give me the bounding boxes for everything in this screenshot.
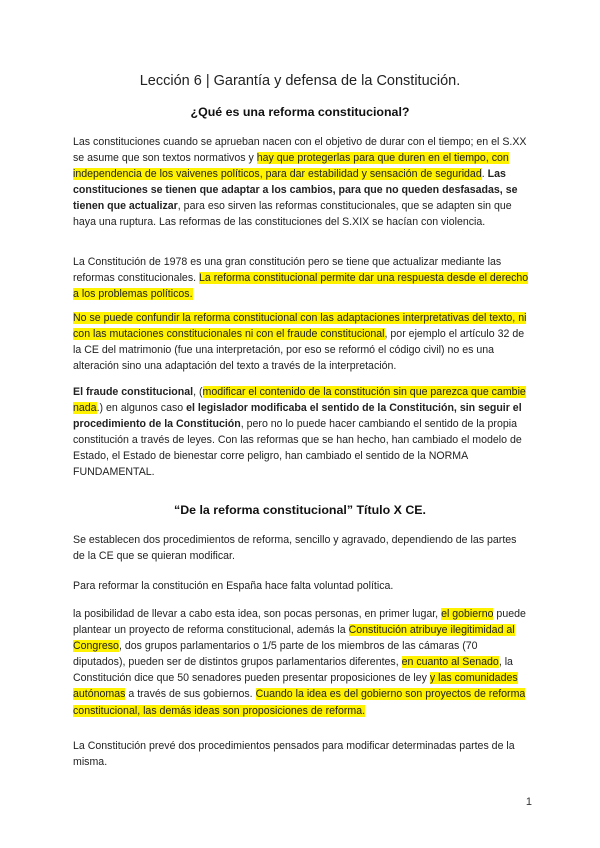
text-run: La Constitución prevé dos procedimientos pensados para modificar determinadas partes de la misma. [73, 740, 515, 769]
highlighted-text: Constitución atribuye ilegitimidad al Congreso [73, 624, 515, 653]
text-run: . [481, 168, 488, 181]
section-heading-titulo-x: “De la reforma constitucional” Título X CE. [174, 503, 426, 517]
paragraph-intro [73, 134, 531, 231]
paragraph-fraude-constitucional [73, 384, 531, 481]
page-number: 1 [525, 796, 532, 808]
text-run: puede plantear un proyecto de reforma constitucional, además la [73, 608, 526, 637]
highlighted-text: en cuanto al Senado [401, 656, 499, 669]
text-run: Se establecen dos procedimientos de reforma, sencillo y agravado, dependiendo de las partes de la CE que se quieran modificar. [73, 534, 517, 563]
paragraph-voluntad-politica [73, 578, 531, 594]
highlighted-text: modificar el contenido de la constitución sin que parezca que cambie nada [73, 386, 526, 415]
text-run: .) en algunos caso [96, 402, 187, 415]
text-run: La Constitución de 1978 es una gran constitución pero se tiene que actualizar mediante las reformas constitucionales. [73, 256, 502, 285]
paragraph-constitucion-1978 [73, 254, 531, 302]
highlighted-text: La reforma constitucional permite dar una respuesta desde el derecho a los problemas políticos. [73, 272, 529, 301]
highlighted-text: hay que protegerlas para que duren en el tiempo, con independencia de los vaivenes políticos, para dar estabilidad y sensación de seguridad [73, 152, 509, 181]
highlighted-text: Cuando la idea es del gobierno son proyectos de reforma constitucional, las demás ideas son proposiciones de reforma. [73, 688, 526, 717]
paragraph-prevision [73, 738, 531, 770]
text-run: , dos grupos parlamentarios o 1/5 parte de los miembros de las cámaras (70 diputados), pueden ser de distintos grupos parlamentarios diferentes, [73, 640, 478, 669]
page-title: Lección 6 | Garantía y defensa de la Constitución. [139, 73, 461, 89]
paragraph-procedimientos [73, 532, 531, 564]
text-run: , pero no lo puede hacer cambiando el sentido de la propia constitución a través de leyes. Con las reformas que se han hecho, han cambiado el modelo de Estado, el Estado de bienestar corre peligro, han cambiado el sentido de la NORMA FUNDAMENTAL. [73, 418, 522, 479]
bold-text: Las constituciones se tienen que adaptar a los cambios, para que no queden desfasadas, se tienen que actualizar [73, 168, 518, 213]
paragraph-iniciativa [73, 606, 531, 719]
text-run: , la Constitución dice que 50 senadores pueden presentar proposiciones de ley [73, 656, 513, 685]
text-run: , para eso sirven las reformas constitucionales, que se adapten sin que haya una ruptura. Las reformas de las constituciones del S.XIX se hacían con violencia. [73, 200, 512, 229]
paragraph-no-confundir [73, 310, 531, 374]
highlighted-text: No se puede confundir la reforma constitucional con las adaptaciones interpretativas del texto, ni con las mutaciones constitucionales ni con el fraude constitucional [73, 312, 527, 341]
section-heading-reforma: ¿Qué es una reforma constitucional? [190, 105, 410, 119]
highlighted-text: el gobierno [441, 608, 494, 620]
highlighted-text: y las comunidades autónomas [73, 672, 518, 701]
text-run: Las constituciones cuando se aprueban nacen con el objetivo de durar con el tiempo; en el S.XX se asume que son textos normativos y [73, 136, 527, 165]
text-run: la posibilidad de llevar a cabo esta idea, son pocas personas, en primer lugar, [73, 608, 442, 620]
text-run: , ( [193, 386, 203, 398]
bold-text: El fraude constitucional [73, 386, 194, 398]
bold-text: el legislador modificaba el sentido de la Constitución, sin seguir el procedimiento de la Constitución [73, 402, 522, 431]
text-run: Para reformar la constitución en España hace falta voluntad política. [73, 580, 394, 592]
text-run: , por ejemplo el artículo 32 de la CE del matrimonio (fue una interpretación, por eso se reformó el código civil) no es una alteración sino una adaptación del texto a través de la interpretación. [73, 328, 525, 373]
text-run: a través de sus gobiernos. [125, 688, 256, 701]
